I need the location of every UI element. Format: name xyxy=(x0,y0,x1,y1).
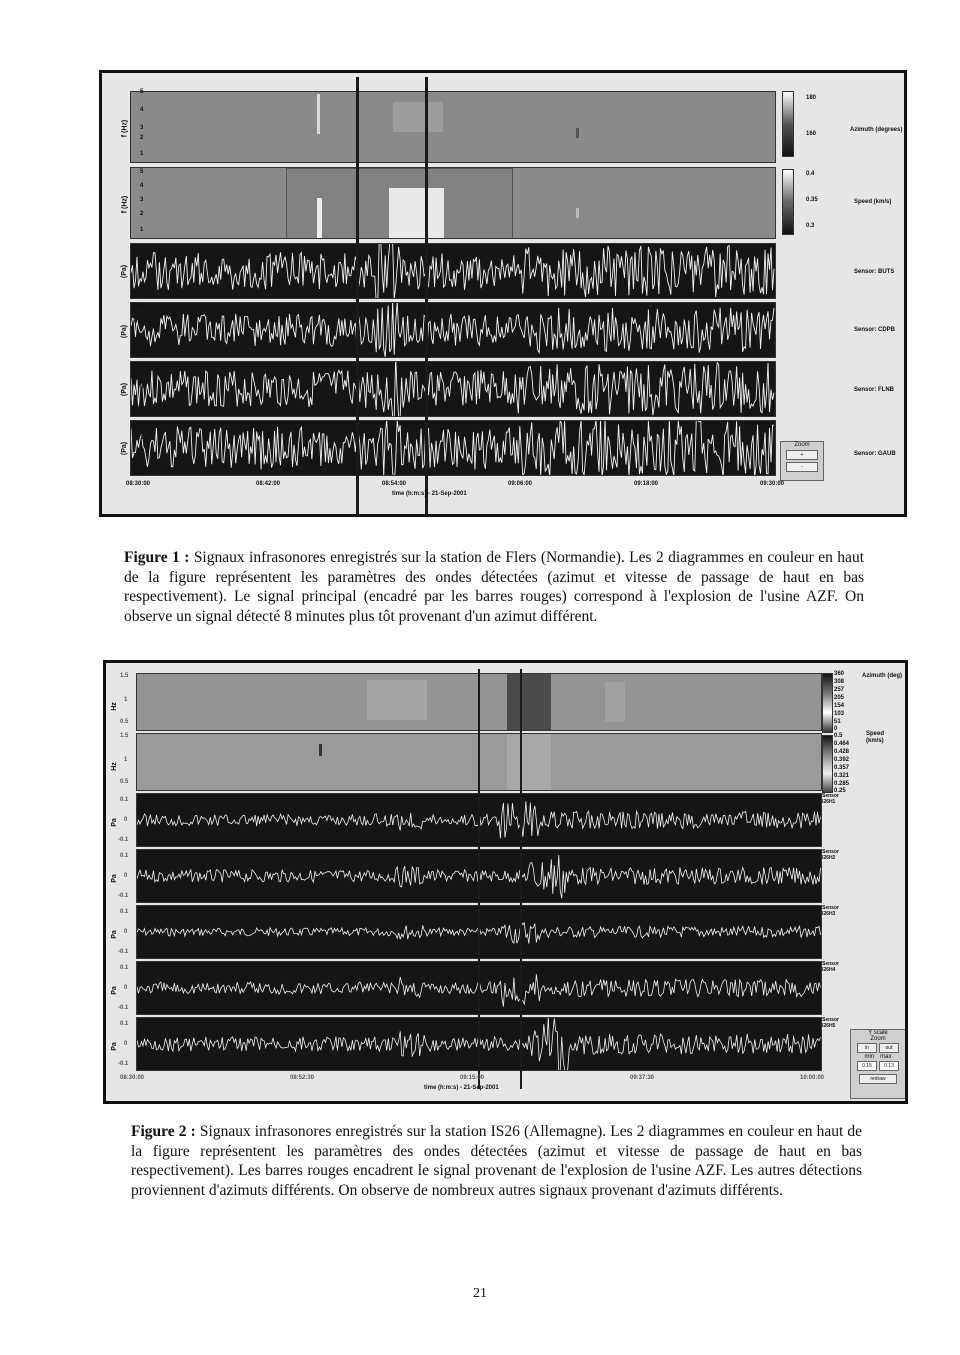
tick: 0.25 xyxy=(834,788,846,794)
x-axis-label: time (h:m:s) - 21-Sep-2001 xyxy=(424,1085,499,1091)
event-bar-right xyxy=(520,669,522,1089)
zoom-title: Zoom xyxy=(794,442,810,448)
yscale-title: Y scale xyxy=(868,1030,888,1036)
tick: 308 xyxy=(834,679,845,685)
speed-colorbar xyxy=(822,735,833,793)
tick: 5 xyxy=(140,89,144,95)
caption-text: Signaux infrasonores enregistrés sur la station de Flers (Normandie). Les 2 diagrammes en couleur en haut de la figure représentent les paramètres des ondes détectées (azimut et vitesse de passage de haut en bas respectivement). Le signal principal (encadré par les barres rouges) correspond à l'explosion de l'usine AZF. On observe un signal détecté 8 minutes plus tôt provenant d'un azimut différent. xyxy=(124,549,864,625)
tick: -1 xyxy=(138,285,144,291)
waveform-buts-trace xyxy=(131,244,775,298)
tick: 4 xyxy=(140,183,144,189)
y-axis-label-hz: Hz xyxy=(110,702,118,711)
tick: -2 xyxy=(138,470,144,476)
event-bar-right xyxy=(425,77,428,517)
y-axis-label-pa: Pa xyxy=(110,986,118,995)
tick: 0.1 xyxy=(120,965,129,971)
tick: 0.285 xyxy=(834,781,850,787)
trace-path xyxy=(131,244,774,298)
tick: 1 xyxy=(124,757,128,763)
zoom-in-button[interactable]: in xyxy=(857,1043,877,1053)
azimuth-label: Azimuth (degrees) xyxy=(850,127,903,133)
tick: 1.5 xyxy=(120,733,129,739)
yscale-zoom-title: Zoom xyxy=(870,1036,886,1042)
sensor-label-i26h4: Sensor I26H4 xyxy=(822,961,839,973)
tick: 0 xyxy=(124,873,128,879)
x-tick: 09:30:00 xyxy=(760,481,785,487)
tick: 1 xyxy=(140,367,144,373)
tick: 0.1 xyxy=(120,797,129,803)
max-input[interactable]: 0.13 xyxy=(879,1061,899,1071)
x-tick: 09:15:00 xyxy=(460,1075,485,1081)
tick: 160 xyxy=(806,131,817,137)
tick: 205 xyxy=(834,695,845,701)
y-axis-label-freq: f (Hz) xyxy=(121,195,129,214)
caption-label: Figure 2 : xyxy=(131,1123,196,1140)
sensor-label-i26h2: Sensor I26H2 xyxy=(822,849,839,861)
tick: -0.1 xyxy=(118,837,129,843)
sensor-label-i26h1: Sensor I26H1 xyxy=(822,793,839,805)
tick: 0.5 xyxy=(834,733,843,739)
figure-1-caption xyxy=(124,548,864,626)
zoom-in-button[interactable]: + xyxy=(786,450,817,460)
waveform-gaub-trace xyxy=(131,421,775,475)
speed-label: Speed (km/s) xyxy=(854,199,892,205)
x-tick: 08:42:00 xyxy=(256,481,281,487)
speed-spectrogram xyxy=(130,167,776,239)
x-tick: 10:00:00 xyxy=(800,1075,825,1081)
page-number: 21 xyxy=(473,1286,487,1301)
azimuth-spectrogram xyxy=(130,91,776,163)
speed-colorbar xyxy=(782,169,794,235)
yscale-control[interactable] xyxy=(850,1029,906,1099)
zoom-control[interactable] xyxy=(780,441,824,481)
x-tick: 09:18:00 xyxy=(634,481,659,487)
tick: 2 xyxy=(140,135,144,141)
figure-1-flers xyxy=(99,70,907,517)
y-axis-label-pa: Pa xyxy=(110,930,118,939)
tick: 180 xyxy=(806,95,817,101)
min-label: min xyxy=(864,1054,875,1060)
waveform-cdpb xyxy=(130,302,776,358)
tick: 0.321 xyxy=(834,773,850,779)
waveform-flnb xyxy=(130,361,776,417)
y-axis-label-pa: (Pa) xyxy=(121,324,129,339)
event-bar-left xyxy=(356,77,359,517)
tick: 0.392 xyxy=(834,757,850,763)
tick: 1 xyxy=(124,697,128,703)
tick: -0.1 xyxy=(118,949,129,955)
tick: 2 xyxy=(140,423,144,429)
tick: 0.1 xyxy=(120,853,129,859)
tick: 4 xyxy=(140,107,144,113)
tick: 0.1 xyxy=(120,909,129,915)
y-axis-label-pa: Pa xyxy=(110,818,118,827)
figure-2-caption xyxy=(131,1122,862,1200)
tick: 0.428 xyxy=(834,749,850,755)
y-axis-label-pa: (Pa) xyxy=(121,264,129,279)
x-tick: 08:30:00 xyxy=(126,481,151,487)
y-axis-label-pa: Pa xyxy=(110,874,118,883)
y-axis-label-pa: (Pa) xyxy=(121,382,129,397)
x-tick: 09:37:30 xyxy=(630,1075,655,1081)
tick: 154 xyxy=(834,703,845,709)
tick: 0 xyxy=(124,929,128,935)
max-label: max xyxy=(880,1054,892,1060)
y-axis-label-pa: (Pa) xyxy=(121,441,129,456)
speed-label: Speed (km/s) xyxy=(866,731,885,744)
zoom-out-button[interactable]: - xyxy=(786,462,817,472)
figure-2-is26 xyxy=(103,660,908,1104)
tick: 0.3 xyxy=(806,223,815,229)
sensor-label-gaub: Sensor: GAUB xyxy=(854,451,896,457)
sensor-label-buts: Sensor: BUTS xyxy=(854,269,895,275)
tick: 360 xyxy=(834,671,845,677)
tick: 0.4 xyxy=(134,303,143,309)
y-axis-label-pa: Pa xyxy=(110,1042,118,1051)
min-input[interactable]: 0.15 xyxy=(857,1061,877,1071)
tick: 0.5 xyxy=(120,779,129,785)
tick: -0.1 xyxy=(118,1005,129,1011)
waveform-flnb-trace xyxy=(131,362,775,416)
tick: 1 xyxy=(140,227,144,233)
sensor-label-flnb: Sensor: FLNB xyxy=(854,387,895,393)
tick: 1 xyxy=(140,435,144,441)
azimuth-colorbar xyxy=(782,91,794,157)
tick: -0.2 xyxy=(132,351,143,357)
tick: 0 xyxy=(138,335,142,341)
tick: -1 xyxy=(138,459,144,465)
tick: 3 xyxy=(140,125,144,131)
tick: 3 xyxy=(140,197,144,203)
x-tick: 09:06:00 xyxy=(508,481,533,487)
waveform-cdpb-trace xyxy=(131,303,775,357)
tick: 0.357 xyxy=(834,765,850,771)
tick: 0 xyxy=(834,726,838,732)
tick: 103 xyxy=(834,711,845,717)
zoom-out-button[interactable]: out xyxy=(879,1043,899,1053)
waveform-buts xyxy=(130,243,776,299)
tick: 0.5 xyxy=(120,719,129,725)
tick: 0 xyxy=(124,985,128,991)
sensor-label-cdpb: Sensor: CDPB xyxy=(854,327,896,333)
tick: -1 xyxy=(138,403,144,409)
y-axis-label-freq: f (Hz) xyxy=(121,119,129,138)
caption-label: Figure 1 : xyxy=(124,549,190,566)
tick: -0.1 xyxy=(118,893,129,899)
trace-path xyxy=(131,421,774,475)
x-tick: 08:52:30 xyxy=(290,1075,315,1081)
azimuth-colorbar xyxy=(822,673,833,733)
tick: 1 xyxy=(140,249,144,255)
tick: 0 xyxy=(140,385,144,391)
tick: 0.464 xyxy=(834,741,850,747)
tick: 0 xyxy=(124,1041,128,1047)
tick: 0.2 xyxy=(134,319,143,325)
waveform-gaub xyxy=(130,420,776,476)
sensor-label-i26h3: Sensor I26H3 xyxy=(822,905,839,917)
tick: 51 xyxy=(834,719,841,725)
tick: 0.35 xyxy=(806,197,818,203)
tick: 0.4 xyxy=(806,171,815,177)
tick: 0 xyxy=(140,447,144,453)
trace-path xyxy=(131,362,774,416)
x-axis-label: time (h:m:s) - 21-Sep-2001 xyxy=(392,491,467,497)
tick: 257 xyxy=(834,687,845,693)
trace-path xyxy=(131,303,774,357)
tick: 0 xyxy=(124,817,128,823)
event-bar-left xyxy=(478,669,480,1089)
tick: 2 xyxy=(140,211,144,217)
tick: 0.1 xyxy=(120,1021,129,1027)
azimuth-label: Azimuth (deg) xyxy=(862,673,902,679)
tick: 1 xyxy=(140,151,144,157)
x-tick: 08:54:00 xyxy=(382,481,407,487)
tick: -0.1 xyxy=(118,1061,129,1067)
redraw-button[interactable]: redraw xyxy=(859,1074,897,1084)
sensor-label-i26h5: Sensor I26H5 xyxy=(822,1017,839,1029)
x-tick: 08:30:00 xyxy=(120,1075,145,1081)
tick: 1.5 xyxy=(120,673,129,679)
tick: 0 xyxy=(140,267,144,273)
caption-text: Signaux infrasonores enregistrés sur la station IS26 (Allemagne). Les 2 diagrammes en couleur en haut de la figure représentent les paramètres des ondes détectées (azimut et vitesse de passage de haut en bas respectivement). Les barres rouges encadrent le signal provenant de l'explosion de l'usine AZF. Les autres détections proviennent d'azimuts différents. On observe de nombreux autres signaux provenant d'azimuts différents. xyxy=(131,1123,863,1199)
tick: 5 xyxy=(140,169,144,175)
y-axis-label-hz: Hz xyxy=(110,762,118,771)
